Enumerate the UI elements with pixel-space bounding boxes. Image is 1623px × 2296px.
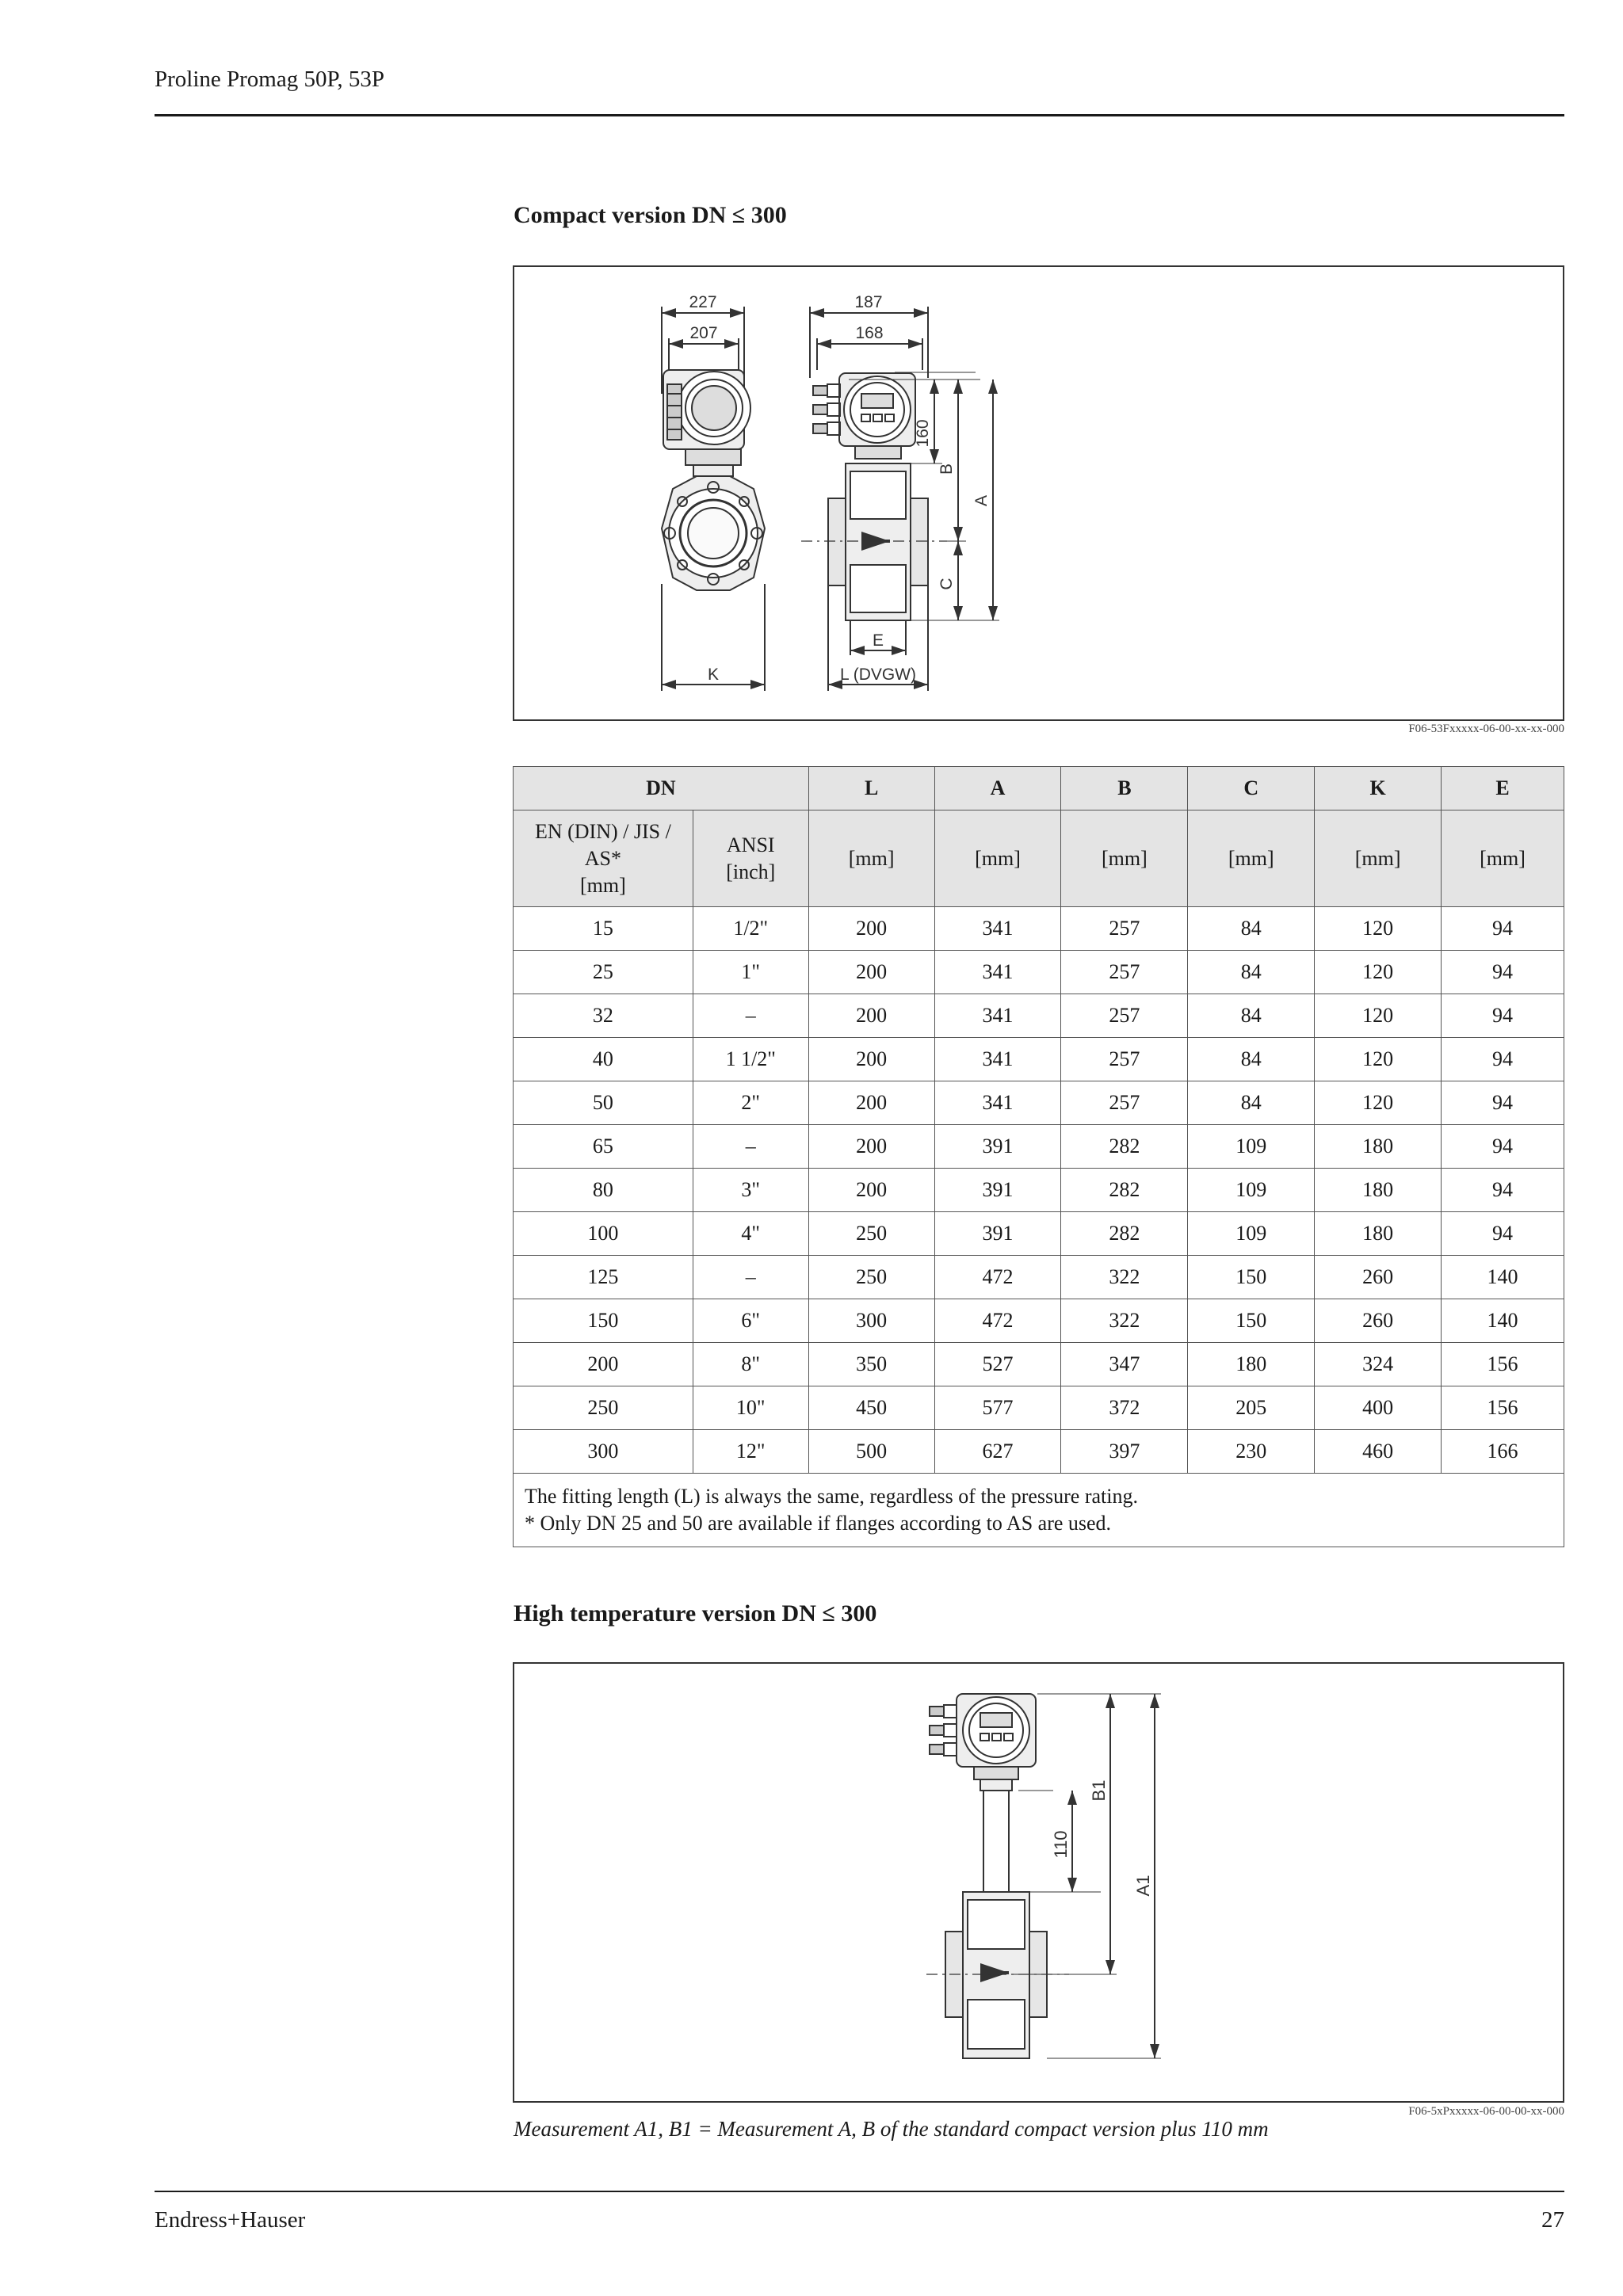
cell-L: 200 [808,907,934,951]
subheader-en-din [514,810,693,907]
cell-L: 350 [808,1343,934,1386]
table-row [514,951,1564,994]
cell-dn-ansi: – [693,1256,808,1299]
dim-187-label: 187 [854,293,883,311]
dim-A-label: A [972,494,991,507]
table-notes [514,1474,1564,1547]
footer-rule [155,2191,1564,2192]
cell-dn-en: 25 [514,951,693,994]
table-row [514,1430,1564,1474]
cell-C: 180 [1188,1343,1315,1386]
cell-A: 391 [934,1125,1061,1169]
cell-C: 84 [1188,994,1315,1038]
table-row [514,1386,1564,1430]
subheader-en-line2: AS* [584,846,622,870]
subheader-ansi-line1: ANSI [726,833,775,856]
cell-L: 200 [808,1038,934,1081]
cell-B: 282 [1061,1125,1188,1169]
cell-dn-en: 125 [514,1256,693,1299]
dim-B1-label: B1 [1089,1779,1109,1802]
cell-C: 230 [1188,1430,1315,1474]
table-row [514,1212,1564,1256]
dim-168-label: 168 [855,324,884,342]
page-number: 27 [1541,2207,1564,2233]
cell-A: 341 [934,951,1061,994]
cell-C: 205 [1188,1386,1315,1430]
cell-K: 180 [1315,1169,1442,1212]
cell-K: 260 [1315,1256,1442,1299]
cell-dn-en: 65 [514,1125,693,1169]
subheader-ansi-line2: [inch] [726,860,776,883]
cell-C: 84 [1188,1038,1315,1081]
cell-L: 200 [808,1081,934,1125]
table-row [514,1299,1564,1343]
compact-figure [513,265,1564,721]
dim-K-label: K [707,666,720,684]
cell-E: 94 [1442,1081,1564,1125]
col-header-A: A [934,767,1061,810]
col-header-dn: DN [514,767,809,810]
table-row [514,1081,1564,1125]
dim-L-label: L (DVGW) [839,666,917,684]
cell-dn-ansi: 8" [693,1343,808,1386]
cell-dn-en: 100 [514,1212,693,1256]
subheader-unit-B: [mm] [1061,810,1188,907]
cell-E: 156 [1442,1386,1564,1430]
dim-C-label: C [938,578,956,590]
cell-E: 94 [1442,1169,1564,1212]
cell-E: 94 [1442,1038,1564,1081]
cell-B: 257 [1061,907,1188,951]
subheader-unit-A: [mm] [934,810,1061,907]
table-row [514,1125,1564,1169]
cell-E: 94 [1442,1125,1564,1169]
cell-L: 500 [808,1430,934,1474]
cell-B: 257 [1061,951,1188,994]
cell-dn-en: 40 [514,1038,693,1081]
cell-dn-ansi: 10" [693,1386,808,1430]
cell-dn-en: 150 [514,1299,693,1343]
cell-dn-ansi: 6" [693,1299,808,1343]
cell-C: 84 [1188,951,1315,994]
cell-C: 109 [1188,1125,1315,1169]
cell-B: 347 [1061,1343,1188,1386]
cell-L: 300 [808,1299,934,1343]
cell-L: 200 [808,994,934,1038]
cell-K: 120 [1315,1038,1442,1081]
dim-B-label: B [938,463,956,475]
cell-dn-en: 50 [514,1081,693,1125]
cell-E: 94 [1442,994,1564,1038]
footer-brand: Endress+Hauser [155,2207,306,2233]
cell-L: 200 [808,951,934,994]
cell-C: 109 [1188,1212,1315,1256]
cell-B: 257 [1061,994,1188,1038]
cell-E: 156 [1442,1343,1564,1386]
cell-E: 94 [1442,951,1564,994]
cell-C: 109 [1188,1169,1315,1212]
running-header: Proline Promag 50P, 53P [155,67,385,92]
dimensions-table [513,766,1564,1547]
cell-dn-en: 80 [514,1169,693,1212]
cell-dn-ansi: 4" [693,1212,808,1256]
cell-A: 577 [934,1386,1061,1430]
cell-A: 472 [934,1299,1061,1343]
dim-110-label: 110 [1051,1830,1071,1859]
table-row [514,1038,1564,1081]
note-as-flanges: * Only DN 25 and 50 are available if flanges according to AS are used. [525,1512,1112,1535]
cell-C: 150 [1188,1299,1315,1343]
compact-drawing [514,267,1563,719]
table-row [514,1169,1564,1212]
hightemp-drawing [514,1664,1563,2101]
dim-160-label: 160 [914,419,932,448]
subheader-en-line3: [mm] [580,873,626,897]
cell-A: 341 [934,1038,1061,1081]
cell-B: 257 [1061,1038,1188,1081]
cell-K: 120 [1315,994,1442,1038]
subheader-unit-C: [mm] [1188,810,1315,907]
cell-K: 460 [1315,1430,1442,1474]
cell-A: 341 [934,907,1061,951]
cell-E: 94 [1442,907,1564,951]
cell-L: 200 [808,1125,934,1169]
header-rule [155,114,1564,116]
cell-dn-en: 200 [514,1343,693,1386]
subheader-unit-K: [mm] [1315,810,1442,907]
cell-C: 84 [1188,1081,1315,1125]
cell-K: 324 [1315,1343,1442,1386]
cell-dn-en: 300 [514,1430,693,1474]
col-header-L: L [808,767,934,810]
cell-A: 391 [934,1169,1061,1212]
cell-dn-ansi: 1/2" [693,907,808,951]
cell-dn-ansi: 2" [693,1081,808,1125]
cell-B: 372 [1061,1386,1188,1430]
subheader-unit-L: [mm] [808,810,934,907]
table-row [514,907,1564,951]
cell-dn-ansi: 12" [693,1430,808,1474]
cell-dn-ansi: 3" [693,1169,808,1212]
cell-A: 391 [934,1212,1061,1256]
cell-B: 322 [1061,1299,1188,1343]
cell-K: 120 [1315,1081,1442,1125]
cell-A: 627 [934,1430,1061,1474]
cell-K: 120 [1315,951,1442,994]
col-header-B: B [1061,767,1188,810]
cell-E: 140 [1442,1256,1564,1299]
cell-dn-en: 32 [514,994,693,1038]
compact-figure-id: F06-53Fxxxxx-06-00-xx-xx-000 [1408,723,1564,735]
col-header-E: E [1442,767,1564,810]
cell-K: 400 [1315,1386,1442,1430]
hightemp-section-title: High temperature version DN ≤ 300 [514,1600,877,1627]
cell-B: 257 [1061,1081,1188,1125]
cell-A: 341 [934,994,1061,1038]
col-header-C: C [1188,767,1315,810]
dim-207-label: 207 [689,324,718,342]
cell-B: 282 [1061,1169,1188,1212]
cell-L: 450 [808,1386,934,1430]
cell-K: 260 [1315,1299,1442,1343]
cell-B: 397 [1061,1430,1188,1474]
cell-dn-ansi: – [693,1125,808,1169]
table-row [514,1343,1564,1386]
subheader-unit-E: [mm] [1442,810,1564,907]
cell-K: 180 [1315,1212,1442,1256]
cell-dn-ansi: 1" [693,951,808,994]
hightemp-figure [513,1662,1564,2103]
col-header-K: K [1315,767,1442,810]
table-row [514,994,1564,1038]
dim-A1-label: A1 [1133,1875,1153,1897]
table-row [514,1256,1564,1299]
dim-E-label: E [872,631,884,650]
cell-E: 94 [1442,1212,1564,1256]
subheader-en-line1: EN (DIN) / JIS / [534,819,671,843]
cell-E: 166 [1442,1430,1564,1474]
cell-A: 472 [934,1256,1061,1299]
cell-dn-ansi: – [693,994,808,1038]
cell-A: 527 [934,1343,1061,1386]
hightemp-figure-id: F06-5xPxxxxx-06-00-00-xx-000 [1408,2105,1564,2118]
cell-B: 322 [1061,1256,1188,1299]
cell-K: 120 [1315,907,1442,951]
cell-dn-en: 15 [514,907,693,951]
subheader-ansi [693,810,808,907]
cell-C: 84 [1188,907,1315,951]
cell-dn-en: 250 [514,1386,693,1430]
cell-L: 250 [808,1256,934,1299]
cell-B: 282 [1061,1212,1188,1256]
dim-227-label: 227 [689,293,717,311]
cell-A: 341 [934,1081,1061,1125]
cell-dn-ansi: 1 1/2" [693,1038,808,1081]
compact-section-title: Compact version DN ≤ 300 [514,202,787,228]
cell-C: 150 [1188,1256,1315,1299]
hightemp-caption: Measurement A1, B1 = Measurement A, B of the standard compact version plus 110 mm [514,2117,1269,2141]
note-fitting-length: The fitting length (L) is always the same, regardless of the pressure rating. [525,1485,1138,1508]
cell-L: 200 [808,1169,934,1212]
cell-L: 250 [808,1212,934,1256]
cell-K: 180 [1315,1125,1442,1169]
cell-E: 140 [1442,1299,1564,1343]
